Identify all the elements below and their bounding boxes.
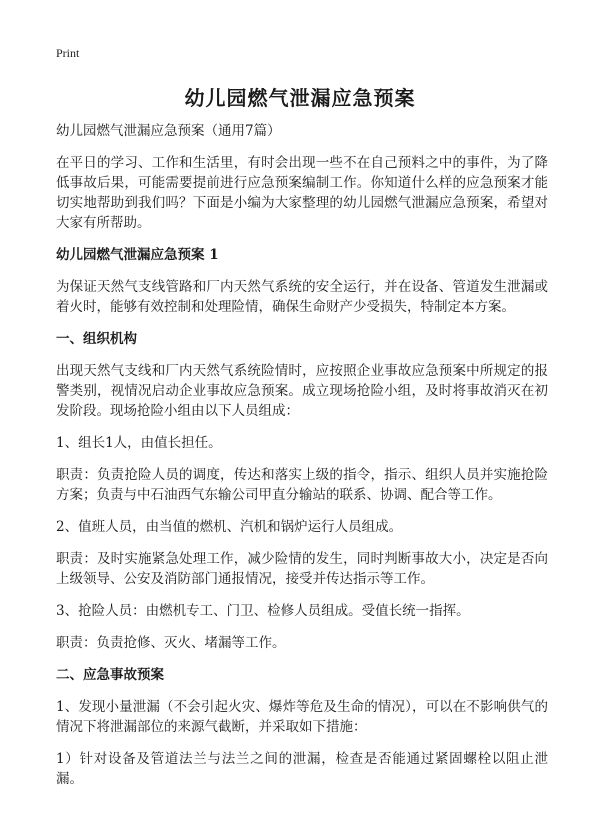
- page-title: 幼儿园燃气泄漏应急预案: [184, 86, 416, 110]
- duty-paragraph: 职责：负责抢修、灭火、堵漏等工作。: [56, 635, 286, 651]
- plan-paragraph: 1、发现小量泄漏（不会引起火灾、爆炸等危及生命的情况），可以在不影响供气的情况下将泄漏部位的来源气截断，并采取如下措施：: [56, 699, 548, 735]
- plan-heading: 二、应急事故预案: [56, 667, 164, 683]
- org-paragraph: 出现天然气支线和厂内天然气系统险情时，应按照企业事故应急预案中所规定的报警类别，视情况启动企业事故应急预案。成立现场抢险小组，及时将事故消灭在初发阶段。现场抢险小组由以下人员组成：: [56, 363, 548, 419]
- org-heading: 一、组织机构: [56, 331, 137, 347]
- section-intro-paragraph: 为保证天然气支线管路和厂内天然气系统的安全运行，并在设备、管道发生泄漏或着火时，能够有效控制和处理险情，确保生命财产少受损失，特制定本方案。: [56, 279, 548, 315]
- list-item: 3、抢险人员：由燃机专工、门卫、检修人员组成。受值长统一指挥。: [56, 603, 470, 619]
- intro-paragraph: 在平日的学习、工作和生活里，有时会出现一些不在自己预料之中的事件，为了降低事故后果，可能需要提前进行应急预案编制工作。你知道什么样的应急预案才能切实地帮助到我们吗？下面是小编为大家整理的幼儿园燃气泄漏应急预案，希望对大家有所帮助。: [56, 155, 548, 231]
- document-subtitle: 幼儿园燃气泄漏应急预案（通用7篇）: [56, 123, 281, 139]
- document-body: [56, 121, 548, 801]
- list-item: 2、值班人员，由当值的燃机、汽机和锅炉运行人员组成。: [56, 519, 403, 535]
- section-heading: 幼儿园燃气泄漏应急预案 1: [56, 247, 219, 263]
- duty-paragraph: 职责：负责抢险人员的调度，传达和落实上级的指令，指示、组织人员并实施抢险方案；负责与中石油西气东输公司甲直分输站的联系、协调、配合等工作。: [56, 467, 548, 503]
- duty-paragraph: 职责：及时实施紧急处理工作，减少险情的发生，同时判断事故大小，决定是否向上级领导、公安及消防部门通报情况，接受并传达指示等工作。: [56, 551, 548, 587]
- plan-subitem: 1）针对设备及管道法兰与法兰之间的泄漏，检查是否能通过紧固螺栓以阻止泄漏。: [56, 751, 548, 787]
- list-item: 1、组长1人，由值长担任。: [56, 435, 222, 451]
- print-label: Print: [56, 46, 80, 60]
